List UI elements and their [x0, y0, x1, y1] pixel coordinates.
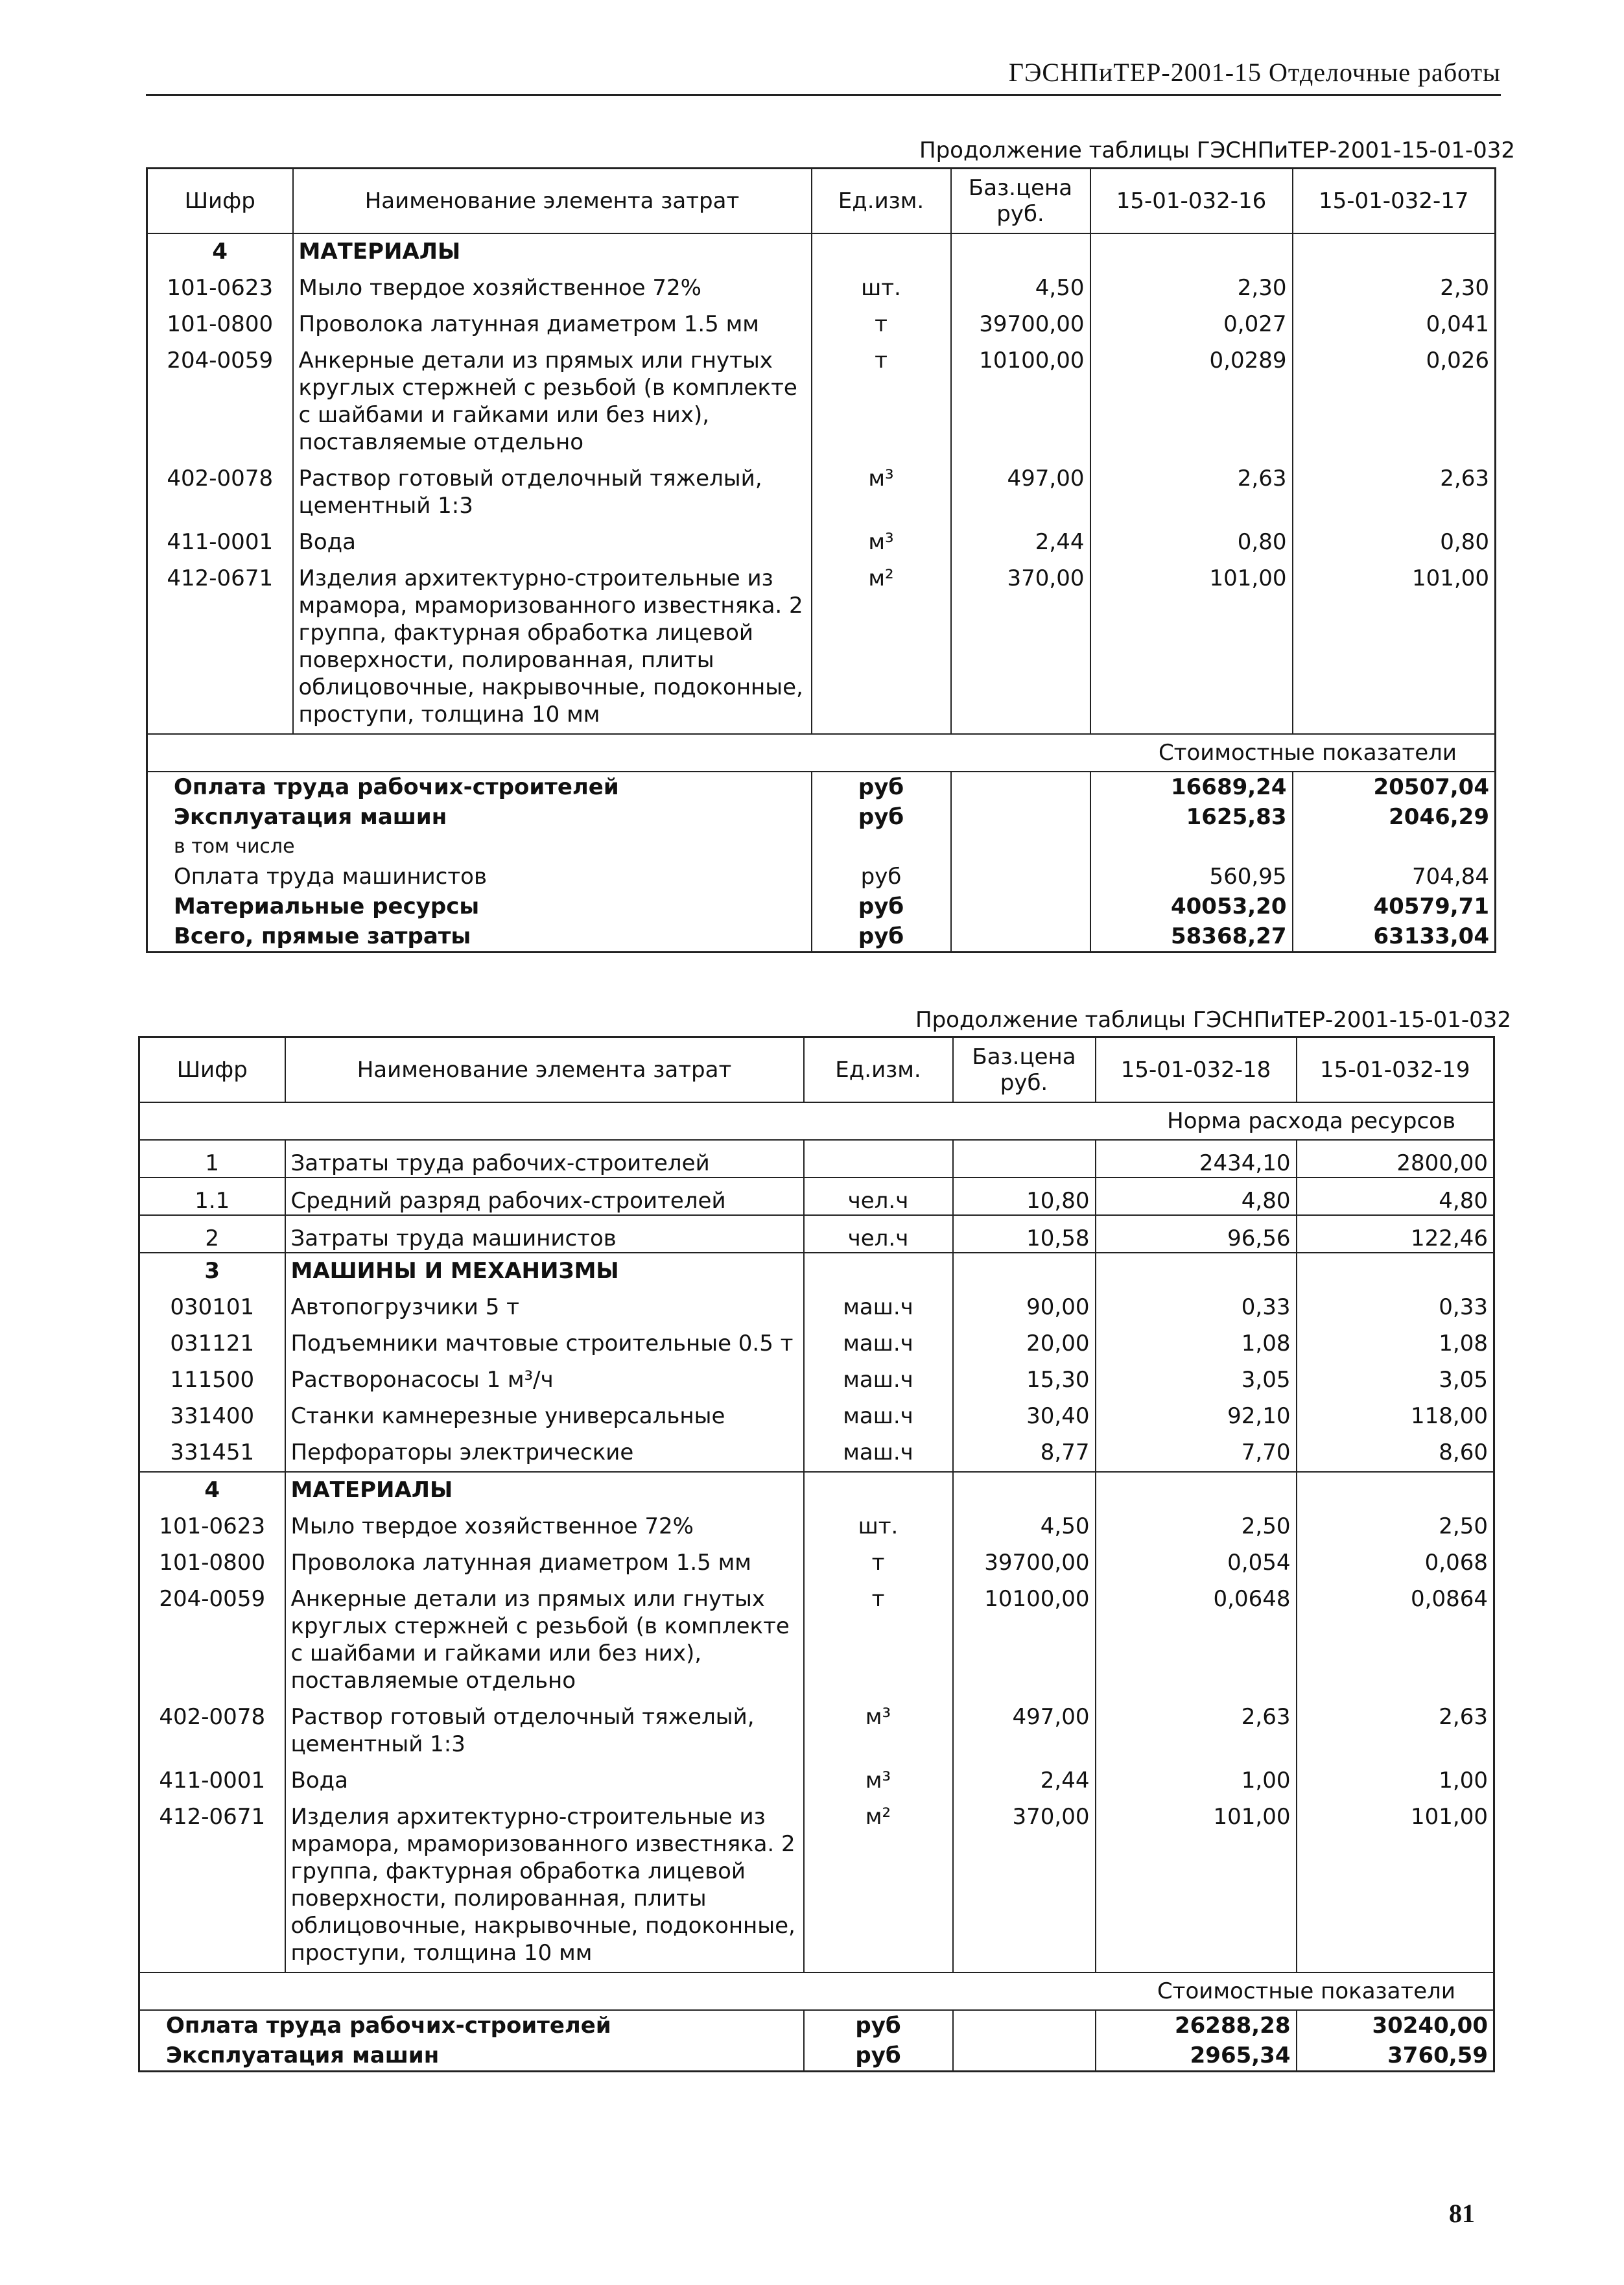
col-header-price: Баз.цена руб. — [951, 169, 1090, 234]
section-name: МАШИНЫ И МЕХАНИЗМЫ — [285, 1253, 804, 1285]
row-code: 411-0001 — [147, 519, 293, 556]
row-code: 331400 — [139, 1393, 285, 1430]
row-value-1: 92,10 — [1096, 1393, 1297, 1430]
total-label: Эксплуатация машин — [139, 2041, 804, 2072]
total-label: Оплата труда рабочих-строителей — [139, 2010, 804, 2041]
row-name: Мыло твердое хозяйственное 72% — [293, 265, 812, 302]
row-name: Подъемники мачтовые строительные 0.5 т — [285, 1321, 804, 1357]
section-name: МАТЕРИАЛЫ — [285, 1472, 804, 1504]
row-value-2: 4,80 — [1297, 1178, 1494, 1215]
table-row — [147, 338, 1496, 456]
table-row — [139, 1215, 1494, 1253]
total-value-2: 2046,29 — [1293, 802, 1496, 832]
row-value-2: 0,80 — [1293, 519, 1496, 556]
col-header-name: Наименование элемента затрат — [285, 1037, 804, 1103]
total-row — [147, 832, 1496, 862]
total-row — [147, 802, 1496, 832]
row-value-1: 0,0648 — [1096, 1576, 1297, 1694]
total-value-1 — [1090, 832, 1293, 862]
col-header-code: Шифр — [147, 169, 293, 234]
row-price: 39700,00 — [951, 302, 1090, 338]
page-number: 81 — [1449, 2199, 1475, 2228]
total-value-1: 26288,28 — [1096, 2010, 1297, 2041]
row-price: 497,00 — [953, 1694, 1096, 1758]
total-price-empty — [953, 2010, 1096, 2041]
section-empty-cell — [1293, 233, 1496, 265]
row-unit: маш.ч — [804, 1285, 953, 1321]
row-name: Автопогрузчики 5 т — [285, 1285, 804, 1321]
row-name: Проволока латунная диаметром 1.5 мм — [293, 302, 812, 338]
row-price: 4,50 — [953, 1504, 1096, 1540]
col-header-v2: 15-01-032-19 — [1297, 1037, 1494, 1103]
row-value-1: 2,63 — [1096, 1694, 1297, 1758]
row-price: 370,00 — [953, 1794, 1096, 1972]
row-price: 497,00 — [951, 456, 1090, 519]
row-price: 2,44 — [951, 519, 1090, 556]
row-unit: м³ — [812, 519, 951, 556]
row-unit: м³ — [812, 456, 951, 519]
row-code: 2 — [139, 1215, 285, 1253]
row-value-2: 0,0864 — [1297, 1576, 1494, 1694]
row-code: 204-0059 — [147, 338, 293, 456]
row-value-2: 118,00 — [1297, 1393, 1494, 1430]
row-value-2: 122,46 — [1297, 1215, 1494, 1253]
section-code: 4 — [147, 233, 293, 265]
total-value-1: 2965,34 — [1096, 2041, 1297, 2072]
row-unit: маш.ч — [804, 1430, 953, 1472]
table-row — [147, 265, 1496, 302]
total-label: Оплата труда машинистов — [147, 862, 812, 892]
row-value-1: 101,00 — [1090, 556, 1293, 734]
total-unit: руб — [812, 862, 951, 892]
row-unit: шт. — [812, 265, 951, 302]
row-code: 411-0001 — [139, 1758, 285, 1794]
table2 — [138, 1036, 1495, 2072]
table-row — [147, 519, 1496, 556]
row-value-2: 2,63 — [1297, 1694, 1494, 1758]
col-header-price: Баз.цена руб. — [953, 1037, 1096, 1103]
row-name: Перфораторы электрические — [285, 1430, 804, 1472]
row-code: 101-0800 — [139, 1540, 285, 1576]
cost-heading-text: Стоимостные показатели — [139, 1972, 1494, 2010]
total-row — [147, 862, 1496, 892]
table-row — [139, 1504, 1494, 1540]
table-row — [139, 1430, 1494, 1472]
row-value-2: 0,041 — [1293, 302, 1496, 338]
row-value-2: 2800,00 — [1297, 1140, 1494, 1178]
row-code: 412-0671 — [147, 556, 293, 734]
total-value-1: 1625,83 — [1090, 802, 1293, 832]
row-name: Анкерные детали из прямых или гнутых круглых стержней с резьбой (в комплекте с шайбами и гайками или без них), поставляемые отдельно — [285, 1576, 804, 1694]
total-row — [147, 892, 1496, 921]
total-price-empty — [951, 832, 1090, 862]
col-header-unit: Ед.изм. — [812, 169, 951, 234]
table-row — [139, 1758, 1494, 1794]
table-row — [139, 1540, 1494, 1576]
total-label: в том числе — [147, 832, 812, 862]
total-value-1: 560,95 — [1090, 862, 1293, 892]
row-price: 2,44 — [953, 1758, 1096, 1794]
row-value-1: 4,80 — [1096, 1178, 1297, 1215]
row-name: Раствор готовый отделочный тяжелый, цементный 1:3 — [285, 1694, 804, 1758]
row-value-2: 8,60 — [1297, 1430, 1494, 1472]
row-value-2: 0,33 — [1297, 1285, 1494, 1321]
row-value-1: 0,33 — [1096, 1285, 1297, 1321]
row-unit — [804, 1140, 953, 1178]
row-unit: м² — [812, 556, 951, 734]
total-value-1: 58368,27 — [1090, 921, 1293, 953]
row-value-1: 3,05 — [1096, 1357, 1297, 1393]
row-price: 30,40 — [953, 1393, 1096, 1430]
row-value-1: 7,70 — [1096, 1430, 1297, 1472]
total-unit: руб — [804, 2041, 953, 2072]
cost-heading — [147, 734, 1496, 772]
row-name: Средний разряд рабочих-строителей — [285, 1178, 804, 1215]
row-name: Мыло твердое хозяйственное 72% — [285, 1504, 804, 1540]
total-label: Оплата труда рабочих-строителей — [147, 772, 812, 802]
row-unit: т — [812, 338, 951, 456]
table1 — [146, 167, 1496, 953]
row-value-2: 2,63 — [1293, 456, 1496, 519]
total-value-2: 20507,04 — [1293, 772, 1496, 802]
col-header-v1: 15-01-032-18 — [1096, 1037, 1297, 1103]
total-unit: руб — [804, 2010, 953, 2041]
row-price — [953, 1140, 1096, 1178]
row-unit: маш.ч — [804, 1393, 953, 1430]
total-price-empty — [951, 802, 1090, 832]
table2-caption: Продолжение таблицы ГЭСНПиТЕР-2001-15-01-032 — [915, 1007, 1512, 1033]
table1-caption: Продолжение таблицы ГЭСНПиТЕР-2001-15-01-032 — [919, 137, 1516, 163]
table2-header-row — [139, 1037, 1494, 1103]
row-price: 10,80 — [953, 1178, 1096, 1215]
section-empty-cell — [953, 1472, 1096, 1504]
row-name: Изделия архитектурно-строительные из мрамора, мраморизованного известняка. 2 группа, фактурная обработка лицевой поверхности, полированная, плиты облицовочные, накрывочные, подоконные, проступи, толщина 10 мм — [285, 1794, 804, 1972]
row-price: 20,00 — [953, 1321, 1096, 1357]
row-value-2: 2,50 — [1297, 1504, 1494, 1540]
row-value-2: 0,068 — [1297, 1540, 1494, 1576]
row-price: 10100,00 — [953, 1576, 1096, 1694]
table-row — [139, 1357, 1494, 1393]
table-row — [139, 1794, 1494, 1972]
table-row — [139, 1178, 1494, 1215]
row-name: Анкерные детали из прямых или гнутых круглых стержней с резьбой (в комплекте с шайбами и гайками или без них), поставляемые отдельно — [293, 338, 812, 456]
table-row — [139, 1140, 1494, 1178]
row-value-2: 2,30 — [1293, 265, 1496, 302]
total-price-empty — [951, 892, 1090, 921]
row-code: 402-0078 — [147, 456, 293, 519]
row-code: 101-0623 — [147, 265, 293, 302]
section-code: 4 — [139, 1472, 285, 1504]
row-unit: т — [804, 1576, 953, 1694]
row-code: 101-0800 — [147, 302, 293, 338]
row-price: 4,50 — [951, 265, 1090, 302]
row-name: Растворонасосы 1 м³/ч — [285, 1357, 804, 1393]
header-rule — [146, 94, 1501, 96]
col-header-v2: 15-01-032-17 — [1293, 169, 1496, 234]
norm-heading — [139, 1102, 1494, 1140]
row-value-1: 1,00 — [1096, 1758, 1297, 1794]
table-row — [139, 1285, 1494, 1321]
row-code: 412-0671 — [139, 1794, 285, 1972]
row-unit: маш.ч — [804, 1357, 953, 1393]
table-row — [147, 302, 1496, 338]
col-header-unit: Ед.изм. — [804, 1037, 953, 1103]
total-value-1: 16689,24 — [1090, 772, 1293, 802]
row-value-2: 3,05 — [1297, 1357, 1494, 1393]
row-code: 101-0623 — [139, 1504, 285, 1540]
total-row — [139, 2041, 1494, 2072]
row-name: Вода — [285, 1758, 804, 1794]
total-unit: руб — [812, 802, 951, 832]
total-row — [139, 2010, 1494, 2041]
total-value-2: 3760,59 — [1297, 2041, 1494, 2072]
total-value-2: 30240,00 — [1297, 2010, 1494, 2041]
row-price: 370,00 — [951, 556, 1090, 734]
row-name: Станки камнерезные универсальные — [285, 1393, 804, 1430]
row-code: 331451 — [139, 1430, 285, 1472]
row-code: 402-0078 — [139, 1694, 285, 1758]
row-value-1: 2434,10 — [1096, 1140, 1297, 1178]
row-price: 15,30 — [953, 1357, 1096, 1393]
row-value-1: 2,30 — [1090, 265, 1293, 302]
cost-heading-text: Стоимостные показатели — [147, 734, 1496, 772]
col-header-name: Наименование элемента затрат — [293, 169, 812, 234]
row-price: 90,00 — [953, 1285, 1096, 1321]
row-code: 030101 — [139, 1285, 285, 1321]
row-value-1: 0,80 — [1090, 519, 1293, 556]
table-row — [139, 1393, 1494, 1430]
section-row — [139, 1472, 1494, 1504]
row-value-1: 0,0289 — [1090, 338, 1293, 456]
row-name: Проволока латунная диаметром 1.5 мм — [285, 1540, 804, 1576]
section-row — [139, 1253, 1494, 1285]
row-value-1: 1,08 — [1096, 1321, 1297, 1357]
section-empty-cell — [804, 1472, 953, 1504]
row-value-1: 0,027 — [1090, 302, 1293, 338]
total-row — [147, 772, 1496, 802]
row-unit: чел.ч — [804, 1178, 953, 1215]
row-price: 39700,00 — [953, 1540, 1096, 1576]
total-label: Эксплуатация машин — [147, 802, 812, 832]
total-value-2: 40579,71 — [1293, 892, 1496, 921]
section-empty-cell — [804, 1253, 953, 1285]
row-code: 111500 — [139, 1357, 285, 1393]
section-name: МАТЕРИАЛЫ — [293, 233, 812, 265]
total-value-1: 40053,20 — [1090, 892, 1293, 921]
table-row — [139, 1694, 1494, 1758]
section-empty-cell — [953, 1253, 1096, 1285]
row-value-2: 1,08 — [1297, 1321, 1494, 1357]
total-value-2: 704,84 — [1293, 862, 1496, 892]
table-row — [139, 1321, 1494, 1357]
table-row — [147, 456, 1496, 519]
total-label: Всего, прямые затраты — [147, 921, 812, 953]
row-price: 10100,00 — [951, 338, 1090, 456]
row-unit: чел.ч — [804, 1215, 953, 1253]
row-unit: м³ — [804, 1758, 953, 1794]
running-header: ГЭСНПиТЕР-2001-15 Отделочные работы — [1008, 58, 1501, 87]
row-value-1: 101,00 — [1096, 1794, 1297, 1972]
row-name: Затраты труда машинистов — [285, 1215, 804, 1253]
row-code: 031121 — [139, 1321, 285, 1357]
row-unit: маш.ч — [804, 1321, 953, 1357]
section-empty-cell — [1096, 1472, 1297, 1504]
total-row — [147, 921, 1496, 953]
section-empty-cell — [1096, 1253, 1297, 1285]
section-empty-cell — [1297, 1253, 1494, 1285]
total-unit: руб — [812, 772, 951, 802]
row-unit: м² — [804, 1794, 953, 1972]
cost-heading — [139, 1972, 1494, 2010]
row-name: Раствор готовый отделочный тяжелый, цементный 1:3 — [293, 456, 812, 519]
row-value-2: 101,00 — [1297, 1794, 1494, 1972]
total-value-2: 63133,04 — [1293, 921, 1496, 953]
row-value-1: 0,054 — [1096, 1540, 1297, 1576]
section-row — [147, 233, 1496, 265]
total-price-empty — [953, 2041, 1096, 2072]
row-value-1: 2,63 — [1090, 456, 1293, 519]
row-unit: м³ — [804, 1694, 953, 1758]
row-unit: т — [804, 1540, 953, 1576]
total-unit: руб — [812, 921, 951, 953]
row-code: 204-0059 — [139, 1576, 285, 1694]
total-price-empty — [951, 921, 1090, 953]
row-unit: шт. — [804, 1504, 953, 1540]
total-label: Материальные ресурсы — [147, 892, 812, 921]
section-empty-cell — [1297, 1472, 1494, 1504]
row-code: 1.1 — [139, 1178, 285, 1215]
norm-heading-text: Норма расхода ресурсов — [139, 1102, 1494, 1140]
row-value-2: 1,00 — [1297, 1758, 1494, 1794]
total-unit — [812, 832, 951, 862]
section-code: 3 — [139, 1253, 285, 1285]
row-value-1: 96,56 — [1096, 1215, 1297, 1253]
row-name: Затраты труда рабочих-строителей — [285, 1140, 804, 1178]
table1-header-row — [147, 169, 1496, 234]
total-price-empty — [951, 862, 1090, 892]
table-row — [139, 1576, 1494, 1694]
row-unit: т — [812, 302, 951, 338]
section-empty-cell — [951, 233, 1090, 265]
row-value-2: 0,026 — [1293, 338, 1496, 456]
row-value-2: 101,00 — [1293, 556, 1496, 734]
row-code: 1 — [139, 1140, 285, 1178]
col-header-code: Шифр — [139, 1037, 285, 1103]
total-value-2 — [1293, 832, 1496, 862]
total-price-empty — [951, 772, 1090, 802]
section-empty-cell — [812, 233, 951, 265]
col-header-v1: 15-01-032-16 — [1090, 169, 1293, 234]
row-name: Вода — [293, 519, 812, 556]
row-price: 8,77 — [953, 1430, 1096, 1472]
row-name: Изделия архитектурно-строительные из мрамора, мраморизованного известняка. 2 группа, фактурная обработка лицевой поверхности, полированная, плиты облицовочные, накрывочные, подоконные, проступи, толщина 10 мм — [293, 556, 812, 734]
table-row — [147, 556, 1496, 734]
section-empty-cell — [1090, 233, 1293, 265]
row-value-1: 2,50 — [1096, 1504, 1297, 1540]
total-unit: руб — [812, 892, 951, 921]
row-price: 10,58 — [953, 1215, 1096, 1253]
